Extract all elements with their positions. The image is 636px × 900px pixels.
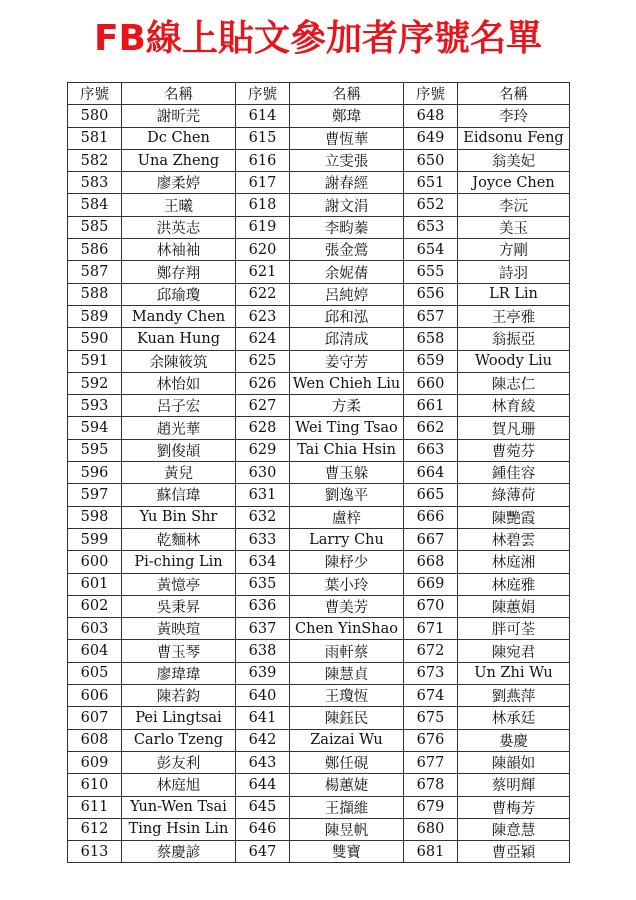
serial-number-cell: 592 [68, 372, 122, 394]
participant-name-cell: 陳杼少 [290, 551, 404, 573]
participant-name-cell: 邱清成 [290, 328, 404, 350]
serial-number-cell: 646 [236, 818, 290, 840]
participant-name-cell: 王瓊恆 [290, 685, 404, 707]
table-row [68, 662, 570, 684]
table-row [68, 305, 570, 327]
participant-name-cell: Mandy Chen [122, 305, 236, 327]
participant-name-cell: 余陳筱筑 [122, 350, 236, 372]
participant-name-cell: Un Zhi Wu [458, 662, 570, 684]
participant-name-cell: 楊蕙婕 [290, 774, 404, 796]
participant-name-cell: 陳昱帆 [290, 818, 404, 840]
participant-name-cell: 曹梅芳 [458, 796, 570, 818]
participant-name-cell: 賀凡珊 [458, 417, 570, 439]
table-row [68, 462, 570, 484]
table-row [68, 729, 570, 751]
serial-number-cell: 666 [404, 506, 458, 528]
header-name-3: 名稱 [458, 83, 570, 105]
serial-number-cell: 631 [236, 484, 290, 506]
participant-name-cell: 李畇蓁 [290, 216, 404, 238]
table-row [68, 595, 570, 617]
serial-number-cell: 597 [68, 484, 122, 506]
participant-name-cell: Ting Hsin Lin [122, 818, 236, 840]
serial-number-cell: 602 [68, 595, 122, 617]
serial-number-cell: 640 [236, 685, 290, 707]
participant-name-cell: 鍾佳容 [458, 462, 570, 484]
table-row [68, 618, 570, 640]
serial-number-cell: 649 [404, 127, 458, 149]
table-row [68, 372, 570, 394]
participant-name-cell: 彭友利 [122, 751, 236, 773]
participant-name-cell: 曹亞穎 [458, 841, 570, 863]
participant-name-cell: 陳志仁 [458, 372, 570, 394]
participant-name-cell: 方柔 [290, 395, 404, 417]
serial-number-cell: 655 [404, 261, 458, 283]
serial-number-cell: 601 [68, 573, 122, 595]
participant-name-cell: 林庭湘 [458, 551, 570, 573]
serial-number-cell: 622 [236, 283, 290, 305]
serial-number-cell: 645 [236, 796, 290, 818]
serial-number-cell: 637 [236, 618, 290, 640]
participant-name-cell: 陳韻如 [458, 751, 570, 773]
serial-number-cell: 654 [404, 239, 458, 261]
serial-number-cell: 612 [68, 818, 122, 840]
table-row [68, 841, 570, 863]
serial-number-cell: 644 [236, 774, 290, 796]
participant-name-cell: 方剛 [458, 239, 570, 261]
participant-name-cell: 林育綾 [458, 395, 570, 417]
participant-name-cell: Yu Bin Shr [122, 506, 236, 528]
serial-number-cell: 676 [404, 729, 458, 751]
table-row [68, 239, 570, 261]
serial-number-cell: 587 [68, 261, 122, 283]
serial-number-cell: 657 [404, 305, 458, 327]
participant-name-cell: 詩羽 [458, 261, 570, 283]
participant-name-cell: 李玲 [458, 105, 570, 127]
participant-name-cell: 曹玉琴 [122, 640, 236, 662]
participant-name-cell: Wen Chieh Liu [290, 372, 404, 394]
participant-name-cell: 蘇信瑋 [122, 484, 236, 506]
participant-name-cell: 婁慶 [458, 729, 570, 751]
participant-name-cell: 美玉 [458, 216, 570, 238]
serial-number-cell: 653 [404, 216, 458, 238]
participant-name-cell: 林袖袖 [122, 239, 236, 261]
serial-number-cell: 608 [68, 729, 122, 751]
participant-name-cell: Una Zheng [122, 149, 236, 171]
serial-number-cell: 660 [404, 372, 458, 394]
participant-name-cell: 葉小玲 [290, 573, 404, 595]
participant-name-cell: Eidsonu Feng [458, 127, 570, 149]
participant-name-cell: 陳蕙娟 [458, 595, 570, 617]
table-row [68, 484, 570, 506]
serial-number-cell: 630 [236, 462, 290, 484]
participant-name-cell: 雙寶 [290, 841, 404, 863]
serial-number-cell: 582 [68, 149, 122, 171]
participant-name-cell: 謝春經 [290, 172, 404, 194]
participant-name-cell: 陳宛君 [458, 640, 570, 662]
table-row [68, 395, 570, 417]
participant-name-cell: 蔡慶諺 [122, 841, 236, 863]
serial-number-cell: 663 [404, 439, 458, 461]
serial-number-cell: 635 [236, 573, 290, 595]
serial-number-cell: 628 [236, 417, 290, 439]
serial-number-cell: 617 [236, 172, 290, 194]
table-row [68, 261, 570, 283]
serial-number-cell: 667 [404, 528, 458, 550]
serial-number-cell: 580 [68, 105, 122, 127]
participant-name-cell: 呂純婷 [290, 283, 404, 305]
serial-number-cell: 652 [404, 194, 458, 216]
table-row [68, 707, 570, 729]
serial-number-cell: 616 [236, 149, 290, 171]
header-serial-2: 序號 [236, 83, 290, 105]
serial-number-cell: 659 [404, 350, 458, 372]
serial-number-cell: 623 [236, 305, 290, 327]
table-row [68, 573, 570, 595]
serial-number-cell: 656 [404, 283, 458, 305]
serial-number-cell: 615 [236, 127, 290, 149]
participant-name-cell: 王亭雅 [458, 305, 570, 327]
serial-number-cell: 662 [404, 417, 458, 439]
serial-number-cell: 642 [236, 729, 290, 751]
serial-number-cell: 671 [404, 618, 458, 640]
table-row [68, 283, 570, 305]
participant-name-cell: 曹恆華 [290, 127, 404, 149]
serial-number-cell: 627 [236, 395, 290, 417]
serial-number-cell: 677 [404, 751, 458, 773]
serial-number-cell: 586 [68, 239, 122, 261]
participant-name-cell: 曹菀芬 [458, 439, 570, 461]
serial-number-cell: 672 [404, 640, 458, 662]
table-row [68, 506, 570, 528]
serial-number-cell: 624 [236, 328, 290, 350]
participant-name-cell: 綠薄荷 [458, 484, 570, 506]
participant-name-cell: 陳慧貞 [290, 662, 404, 684]
participant-name-cell: 洪英志 [122, 216, 236, 238]
participant-name-cell: Kuan Hung [122, 328, 236, 350]
serial-number-cell: 611 [68, 796, 122, 818]
table-header-row [68, 83, 570, 105]
serial-number-cell: 614 [236, 105, 290, 127]
table-row [68, 194, 570, 216]
participant-name-cell: 黃映瑄 [122, 618, 236, 640]
participant-name-cell: 劉俊頡 [122, 439, 236, 461]
participant-name-cell: 謝文涓 [290, 194, 404, 216]
serial-number-cell: 593 [68, 395, 122, 417]
serial-number-cell: 673 [404, 662, 458, 684]
serial-number-cell: 669 [404, 573, 458, 595]
serial-number-cell: 584 [68, 194, 122, 216]
serial-number-cell: 636 [236, 595, 290, 617]
table-row [68, 551, 570, 573]
participant-name-cell: 翁振亞 [458, 328, 570, 350]
serial-number-cell: 590 [68, 328, 122, 350]
serial-number-cell: 604 [68, 640, 122, 662]
participant-name-cell: 陳意慧 [458, 818, 570, 840]
serial-number-cell: 600 [68, 551, 122, 573]
participant-name-cell: 立雯張 [290, 149, 404, 171]
serial-number-cell: 668 [404, 551, 458, 573]
serial-number-cell: 625 [236, 350, 290, 372]
participant-name-cell: 雨軒蔡 [290, 640, 404, 662]
serial-number-cell: 648 [404, 105, 458, 127]
participant-name-cell: Zaizai Wu [290, 729, 404, 751]
participant-name-cell: 余妮蒨 [290, 261, 404, 283]
serial-number-cell: 665 [404, 484, 458, 506]
participant-name-cell: Chen YinShao [290, 618, 404, 640]
serial-number-cell: 633 [236, 528, 290, 550]
participant-name-cell: Yun-Wen Tsai [122, 796, 236, 818]
table-row [68, 417, 570, 439]
serial-number-cell: 595 [68, 439, 122, 461]
participant-name-cell: 林碧雲 [458, 528, 570, 550]
page-title: FB線上貼文參加者序號名單 [93, 18, 543, 59]
serial-number-cell: 603 [68, 618, 122, 640]
serial-number-cell: 607 [68, 707, 122, 729]
participant-name-cell: 林庭旭 [122, 774, 236, 796]
participant-name-cell: 吳秉昇 [122, 595, 236, 617]
participant-name-cell: 蔡明輝 [458, 774, 570, 796]
serial-number-cell: 583 [68, 172, 122, 194]
table-row [68, 528, 570, 550]
serial-number-cell: 606 [68, 685, 122, 707]
header-serial-3: 序號 [404, 83, 458, 105]
serial-number-cell: 680 [404, 818, 458, 840]
serial-number-cell: 651 [404, 172, 458, 194]
serial-number-cell: 629 [236, 439, 290, 461]
participant-name-cell: 張金鶯 [290, 239, 404, 261]
serial-number-cell: 661 [404, 395, 458, 417]
header-name-1: 名稱 [122, 83, 236, 105]
participant-name-cell: 盧梓 [290, 506, 404, 528]
participant-name-cell: 王曦 [122, 194, 236, 216]
participant-name-cell: Pi-ching Lin [122, 551, 236, 573]
serial-number-cell: 634 [236, 551, 290, 573]
serial-number-cell: 674 [404, 685, 458, 707]
participant-name-cell: Dc Chen [122, 127, 236, 149]
serial-number-cell: 613 [68, 841, 122, 863]
serial-number-cell: 591 [68, 350, 122, 372]
serial-number-cell: 670 [404, 595, 458, 617]
table-row [68, 751, 570, 773]
participant-name-cell: 林怡如 [122, 372, 236, 394]
participant-table [67, 82, 570, 863]
table-body [68, 105, 570, 863]
serial-number-cell: 610 [68, 774, 122, 796]
serial-number-cell: 599 [68, 528, 122, 550]
table-row [68, 328, 570, 350]
serial-number-cell: 675 [404, 707, 458, 729]
serial-number-cell: 626 [236, 372, 290, 394]
participant-name-cell: Carlo Tzeng [122, 729, 236, 751]
participant-name-cell: 曹美芳 [290, 595, 404, 617]
serial-number-cell: 596 [68, 462, 122, 484]
table-row [68, 439, 570, 461]
serial-number-cell: 605 [68, 662, 122, 684]
participant-name-cell: 陳鈺民 [290, 707, 404, 729]
participant-name-cell: Larry Chu [290, 528, 404, 550]
participant-name-cell: 胖可荃 [458, 618, 570, 640]
table-row [68, 127, 570, 149]
participant-name-cell: 林承廷 [458, 707, 570, 729]
serial-number-cell: 658 [404, 328, 458, 350]
participant-name-cell: LR Lin [458, 283, 570, 305]
participant-name-cell: 王擷維 [290, 796, 404, 818]
table-row [68, 216, 570, 238]
serial-number-cell: 620 [236, 239, 290, 261]
table-row [68, 149, 570, 171]
participant-name-cell: 黃兒 [122, 462, 236, 484]
serial-number-cell: 679 [404, 796, 458, 818]
header-serial-1: 序號 [68, 83, 122, 105]
serial-number-cell: 641 [236, 707, 290, 729]
serial-number-cell: 681 [404, 841, 458, 863]
participant-name-cell: 黃憶亭 [122, 573, 236, 595]
serial-number-cell: 638 [236, 640, 290, 662]
serial-number-cell: 585 [68, 216, 122, 238]
table-row [68, 640, 570, 662]
serial-number-cell: 647 [236, 841, 290, 863]
participant-name-cell: Pei Lingtsai [122, 707, 236, 729]
participant-name-cell: 鄭任硯 [290, 751, 404, 773]
serial-number-cell: 650 [404, 149, 458, 171]
serial-number-cell: 594 [68, 417, 122, 439]
serial-number-cell: 664 [404, 462, 458, 484]
table-row [68, 172, 570, 194]
serial-number-cell: 598 [68, 506, 122, 528]
participant-name-cell: 廖柔婷 [122, 172, 236, 194]
participant-name-cell: 趙光華 [122, 417, 236, 439]
serial-number-cell: 581 [68, 127, 122, 149]
serial-number-cell: 632 [236, 506, 290, 528]
header-name-2: 名稱 [290, 83, 404, 105]
serial-number-cell: 609 [68, 751, 122, 773]
participant-name-cell: 鄭瑋 [290, 105, 404, 127]
participant-name-cell: 廖瑋瑋 [122, 662, 236, 684]
table-row [68, 105, 570, 127]
participant-name-cell: 曹玉躲 [290, 462, 404, 484]
serial-number-cell: 618 [236, 194, 290, 216]
participant-name-cell: 鄭存翔 [122, 261, 236, 283]
participant-name-cell: Joyce Chen [458, 172, 570, 194]
serial-number-cell: 678 [404, 774, 458, 796]
participant-name-cell: 翁美妃 [458, 149, 570, 171]
participant-name-cell: 乾麵林 [122, 528, 236, 550]
table-row [68, 796, 570, 818]
serial-number-cell: 588 [68, 283, 122, 305]
participant-name-cell: 陳艷霞 [458, 506, 570, 528]
table-row [68, 350, 570, 372]
participant-name-cell: Tai Chia Hsin [290, 439, 404, 461]
participant-name-cell: 謝昕芫 [122, 105, 236, 127]
participant-name-cell: 林庭雅 [458, 573, 570, 595]
participant-name-cell: 姜守芳 [290, 350, 404, 372]
participant-name-cell: 邱瑜瓊 [122, 283, 236, 305]
serial-number-cell: 589 [68, 305, 122, 327]
table-row [68, 818, 570, 840]
serial-number-cell: 639 [236, 662, 290, 684]
participant-name-cell: Wei Ting Tsao [290, 417, 404, 439]
participant-name-cell: 劉燕萍 [458, 685, 570, 707]
serial-number-cell: 619 [236, 216, 290, 238]
table-row [68, 685, 570, 707]
participant-name-cell: 劉逸平 [290, 484, 404, 506]
participant-name-cell: Woody Liu [458, 350, 570, 372]
participant-name-cell: 李沅 [458, 194, 570, 216]
serial-number-cell: 621 [236, 261, 290, 283]
participant-name-cell: 呂子宏 [122, 395, 236, 417]
participant-name-cell: 邱和泓 [290, 305, 404, 327]
serial-number-cell: 643 [236, 751, 290, 773]
table-row [68, 774, 570, 796]
participant-name-cell: 陳若鈞 [122, 685, 236, 707]
